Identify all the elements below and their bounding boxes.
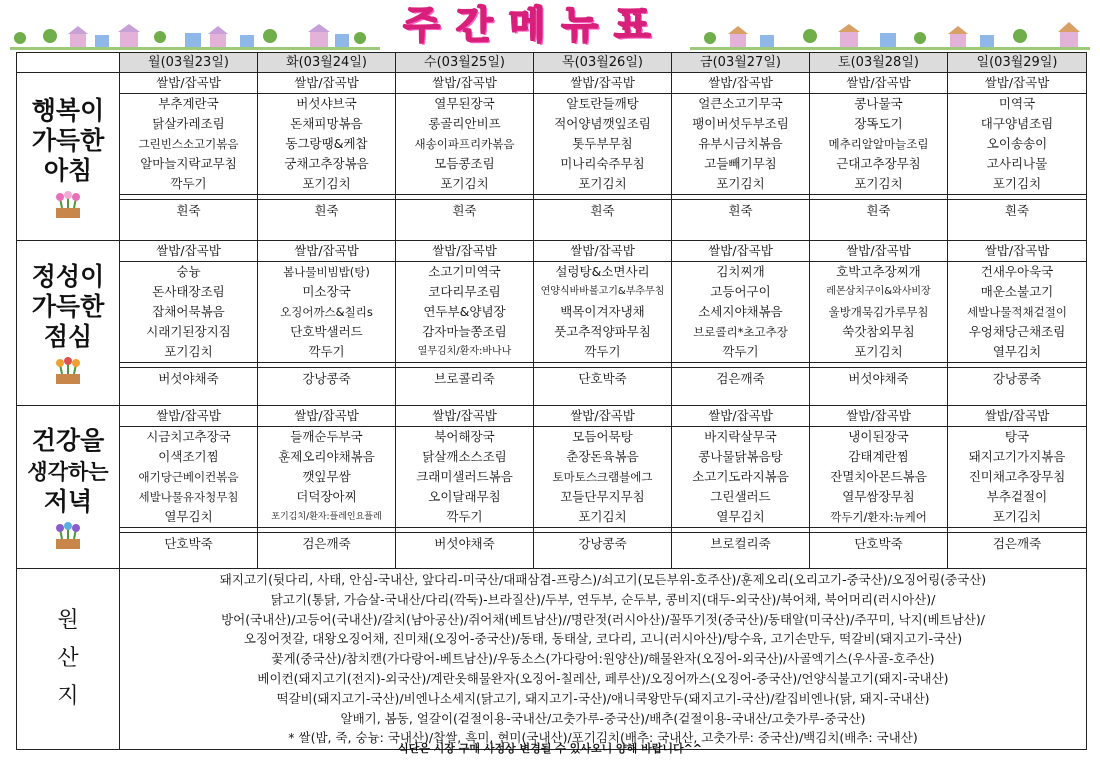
meal-label-line: 저녁 bbox=[43, 486, 93, 516]
dish-item: 시금치고추장국 bbox=[146, 429, 231, 444]
dish-item: 얼큰소고기무국 bbox=[698, 96, 783, 111]
day-header-row bbox=[17, 53, 1087, 73]
dish-item: 풋고추적양파무침 bbox=[554, 324, 651, 339]
dish-item: 냉이된장국 bbox=[848, 429, 909, 444]
day-meal-cell bbox=[810, 241, 948, 406]
dish-item: 소고기도라지볶음 bbox=[692, 469, 789, 484]
dish-item: 포기김치 bbox=[164, 344, 213, 359]
dish-item: 포기김치 bbox=[992, 176, 1042, 191]
dish-item: 이색조기찜 bbox=[158, 449, 219, 464]
dish-item: 잡채어묵볶음 bbox=[152, 304, 225, 319]
porridge-item: 강낭콩죽 bbox=[578, 536, 627, 551]
origin-line: 돼지고기(뒷다리, 사태, 안심-국내산, 앞다리-미국산/대패삼겹-프랑스)/쇠고기(모든부위-호주산)/훈제오리(오리고기-중국산)/오징어링(중국산) bbox=[219, 572, 987, 587]
origin-line: 오징어젓갈, 대왕오징어채, 진미채(오징어-중국산)/동태, 동태살, 코다리, 고니(러시아산)/탕수육, 고기손만두, 떡갈비(돼지고기-국산) bbox=[243, 631, 963, 647]
porridge-item: 흰죽 bbox=[176, 203, 201, 218]
dish-item: 깻잎무쌈 bbox=[302, 469, 351, 484]
dish-item: 알토란들깨탕 bbox=[566, 96, 639, 111]
dish-item: 모듬콩조림 bbox=[434, 156, 495, 171]
grain-line: 쌀밥/잡곡밥 bbox=[672, 241, 809, 262]
flower-pot-icon bbox=[48, 190, 88, 218]
dish-item: 포기김치 bbox=[854, 176, 903, 191]
day-meal-cell bbox=[534, 73, 672, 241]
porridge-item: 강낭콩죽 bbox=[302, 371, 351, 386]
porridge-item: 버섯야채죽 bbox=[848, 371, 909, 386]
day-header: 금(03월27일) bbox=[672, 53, 810, 73]
dish-item: 더덕장아찌 bbox=[296, 489, 357, 504]
dish-item: 깍두기 bbox=[722, 344, 759, 359]
day-meal-cell bbox=[948, 406, 1087, 569]
dish-item: 매운소불고기 bbox=[980, 284, 1054, 299]
porridge-item: 버섯야채죽 bbox=[434, 536, 495, 551]
origin-label-char: 산 bbox=[57, 646, 79, 672]
day-meal-cell bbox=[534, 241, 672, 406]
dish-item: 코다리무조림 bbox=[428, 284, 501, 299]
day-meal-cell bbox=[534, 406, 672, 569]
day-header: 월(03월23일) bbox=[120, 53, 258, 73]
grain-line: 쌀밥/잡곡밥 bbox=[258, 73, 395, 94]
grain-line: 쌀밥/잡곡밥 bbox=[396, 406, 533, 427]
day-header: 목(03월26일) bbox=[534, 53, 672, 73]
dish-item: 포기김치 bbox=[440, 176, 489, 191]
dish-item: 세발나물적채겉절이 bbox=[967, 305, 1067, 319]
meal-label-cell bbox=[17, 241, 120, 406]
porridge-item: 단호박죽 bbox=[578, 371, 627, 386]
porridge-item: 흰죽 bbox=[452, 203, 477, 218]
dish-item: 닭살깨소스조림 bbox=[422, 449, 507, 464]
dish-item: 열무김치/환자:바나나 bbox=[417, 346, 512, 357]
dish-item: 열무김치 bbox=[716, 509, 765, 524]
dish-item: 장똑도기 bbox=[854, 116, 903, 131]
grain-line: 쌀밥/잡곡밥 bbox=[120, 241, 257, 262]
meal-label-cell bbox=[17, 406, 120, 569]
dish-item: 크래미샐러드볶음 bbox=[416, 469, 513, 484]
dish-item: 부추겉절이 bbox=[986, 489, 1048, 504]
grain-line: 쌀밥/잡곡밥 bbox=[948, 241, 1086, 262]
dish-item: 백목이겨자냉채 bbox=[560, 304, 645, 319]
dish-item: 고사리나물 bbox=[986, 156, 1048, 171]
porridge-item: 브로콜리죽 bbox=[434, 371, 495, 386]
day-meal-cell bbox=[396, 73, 534, 241]
grain-line: 쌀밥/잡곡밥 bbox=[120, 73, 257, 94]
dish-item: 깍두기 bbox=[446, 509, 483, 524]
porridge-item: 검은깨죽 bbox=[716, 371, 765, 386]
meal-row bbox=[17, 406, 1087, 569]
grain-line: 쌀밥/잡곡밥 bbox=[948, 73, 1086, 94]
day-meal-cell bbox=[810, 73, 948, 241]
origin-label-char: 지 bbox=[57, 684, 79, 710]
porridge-item: 단호박죽 bbox=[164, 536, 213, 551]
day-meal-cell bbox=[948, 73, 1087, 241]
meal-row bbox=[17, 241, 1087, 406]
dish-item: 버섯샤브국 bbox=[296, 96, 357, 111]
grain-line: 쌀밥/잡곡밥 bbox=[672, 73, 809, 94]
dish-item: 건새우아욱국 bbox=[980, 264, 1054, 279]
meal-label-line: 아침 bbox=[43, 155, 93, 185]
dish-item: 포기김치 bbox=[854, 344, 903, 359]
day-meal-cell bbox=[672, 73, 810, 241]
dish-item: 적어양념깻잎조림 bbox=[554, 116, 651, 131]
dish-item: 깍두기 bbox=[170, 176, 207, 191]
grain-line: 쌀밥/잡곡밥 bbox=[258, 406, 395, 427]
dish-item: 북어해장국 bbox=[434, 429, 495, 444]
meal-label-line: 점심 bbox=[43, 322, 93, 351]
grain-line: 쌀밥/잡곡밥 bbox=[810, 406, 947, 427]
day-meal-cell bbox=[120, 73, 258, 241]
dish-item: 열무쌈장무침 bbox=[842, 489, 915, 504]
meal-row bbox=[17, 73, 1087, 241]
dish-item: 봄나물비빔밥(탕) bbox=[283, 265, 370, 279]
grain-line: 쌀밥/잡곡밥 bbox=[534, 241, 671, 262]
origin-line: 베이컨(돼지고기(전지)-외국산)/계란옷해물완자(오징어-칠레산, 페루산)/오징어까스(오징어-중국산)/언양식불고기(돼지-국내산) bbox=[257, 670, 949, 686]
dish-item: 미역국 bbox=[998, 96, 1036, 111]
porridge-item: 흰죽 bbox=[590, 203, 615, 218]
weekly-menu-table bbox=[16, 52, 1087, 750]
dish-item: 탕국 bbox=[1004, 429, 1030, 444]
dish-item: 미소장국 bbox=[302, 284, 351, 299]
village-decoration-right bbox=[690, 16, 1090, 50]
dish-item: 롱골리안비프 bbox=[428, 116, 501, 131]
dish-item: 레몬삼치구이&와사비장 bbox=[826, 286, 931, 297]
dish-item: 감자마늘쫑조림 bbox=[422, 324, 507, 339]
origin-line: 닭고기(통닭, 가슴살-국내산/다리(깍둑)-브라질산)/두부, 연두부, 순두부, 콩비지(대두-외국산)/북어채, 북어머리(러시아산)/ bbox=[270, 591, 936, 607]
grain-line: 쌀밥/잡곡밥 bbox=[120, 406, 257, 427]
dish-item: 연두부&양념장 bbox=[423, 304, 506, 319]
day-meal-cell bbox=[258, 241, 396, 406]
meal-label-line: 행복이 bbox=[31, 95, 105, 125]
porridge-item: 흰죽 bbox=[314, 203, 339, 218]
dish-item: 깍두기 bbox=[308, 344, 345, 359]
day-meal-cell bbox=[120, 406, 258, 569]
corner-cell bbox=[17, 53, 120, 73]
dish-item: 포기김치/환자:플레인요플레 bbox=[271, 512, 382, 522]
dish-item: 콩나물국 bbox=[854, 96, 903, 111]
dish-item: 소세지야채볶음 bbox=[698, 304, 783, 319]
origin-line: 방어(국내산)/고등어(국내산)/갈치(남아공산)/쥐어채(베트남산)//명란젓(러시아산)/꼴뚜기젓(중국산)/동태알(미국산)/주꾸미, 낙지(베트남산)/ bbox=[221, 611, 985, 627]
porridge-item: 단호박죽 bbox=[854, 536, 903, 551]
dish-item: 오징어까스&칠리s bbox=[280, 305, 373, 319]
dish-item: 알마늘지락교무침 bbox=[140, 156, 237, 171]
day-meal-cell bbox=[258, 73, 396, 241]
dish-item: 유부시금치볶음 bbox=[698, 136, 783, 151]
dish-item: 토마토스크램블에그 bbox=[552, 470, 653, 484]
origin-line: 알배기, 봄동, 얼갈이(겉절이용-국내산/고춧가루-중국산)/배추(겉절이용-국내산/고춧가루-중국산) bbox=[340, 710, 866, 726]
dish-item: 시래기된장지짐 bbox=[146, 324, 231, 339]
grain-line: 쌀밥/잡곡밥 bbox=[396, 73, 533, 94]
dish-item: 돈채피망볶음 bbox=[290, 116, 363, 131]
dish-item: 고들빼기무침 bbox=[704, 156, 777, 171]
origin-content-cell bbox=[120, 569, 1087, 750]
day-meal-cell bbox=[258, 406, 396, 569]
dish-item: 고등어구이 bbox=[710, 284, 771, 299]
dish-item: 세발나물유자청무침 bbox=[138, 490, 239, 504]
dish-item: 모듬어묵탕 bbox=[572, 429, 633, 444]
dish-item: 진미채고추장무침 bbox=[968, 469, 1066, 484]
dish-item: 포기김치 bbox=[716, 176, 765, 191]
dish-item: 울방개묵김가루무침 bbox=[828, 305, 929, 319]
village-decoration-left bbox=[10, 22, 380, 50]
page-title: 주간메뉴표 bbox=[403, 3, 667, 47]
dish-item: 포기김치 bbox=[578, 509, 627, 524]
porridge-item: 흰죽 bbox=[1004, 203, 1030, 218]
day-header: 일(03월29일) bbox=[948, 53, 1087, 73]
dish-item: 소고기미역국 bbox=[428, 264, 501, 279]
origin-row bbox=[17, 569, 1087, 750]
day-meal-cell bbox=[120, 241, 258, 406]
dish-item: 오이송송이 bbox=[986, 136, 1048, 151]
dish-item: 열무된장국 bbox=[434, 96, 495, 111]
dish-item: 열무김치 bbox=[164, 509, 213, 524]
porridge-item: 브로컬리죽 bbox=[710, 536, 771, 551]
origin-label-char: 원 bbox=[57, 608, 79, 634]
dish-item: 포기김치 bbox=[302, 176, 351, 191]
grain-line: 쌀밥/잡곡밥 bbox=[258, 241, 395, 262]
day-header: 수(03월25일) bbox=[396, 53, 534, 73]
grain-line: 쌀밥/잡곡밥 bbox=[810, 73, 947, 94]
flower-pot-icon bbox=[48, 521, 88, 549]
dish-item: 포기김치 bbox=[992, 509, 1042, 524]
dish-item: 훈제오리야채볶음 bbox=[278, 449, 375, 464]
dish-item: 미나리숙주무침 bbox=[560, 156, 645, 171]
dish-item: 새송이파프리카볶음 bbox=[414, 137, 515, 151]
porridge-item: 강낭콩죽 bbox=[992, 371, 1042, 386]
dish-item: 톳두부무침 bbox=[572, 136, 633, 151]
origin-line: 떡갈비(돼지고기-국산)/비엔나소세지(닭고기, 돼지고기-국산)/애니쿡왕만두(돼지고기-국산)/칼집비엔나(닭, 돼지-국내산) bbox=[276, 690, 930, 706]
grain-line: 쌀밥/잡곡밥 bbox=[810, 241, 947, 262]
grain-line: 쌀밥/잡곡밥 bbox=[948, 406, 1086, 427]
dish-item: 브로콜리*초고추장 bbox=[693, 325, 788, 339]
grain-line: 쌀밥/잡곡밥 bbox=[396, 241, 533, 262]
dish-item: 설렁탕&소면사리 bbox=[555, 264, 650, 279]
dish-item: 애기당근베이컨볶음 bbox=[138, 470, 239, 484]
day-meal-cell bbox=[810, 406, 948, 569]
porridge-item: 검은깨죽 bbox=[302, 536, 351, 551]
dish-item: 깍두기/환자:뉴케어 bbox=[830, 510, 927, 524]
porridge-item: 흰죽 bbox=[728, 203, 753, 218]
day-meal-cell bbox=[948, 241, 1087, 406]
dish-item: 단호박샐러드 bbox=[290, 324, 363, 339]
meal-label-line: 정성이 bbox=[31, 262, 105, 291]
dish-item: 포기김치 bbox=[578, 176, 627, 191]
dish-item: 들깨순두부국 bbox=[290, 429, 363, 444]
title-banner bbox=[0, 0, 1100, 50]
grain-line: 쌀밥/잡곡밥 bbox=[534, 406, 671, 427]
origin-label-cell bbox=[17, 569, 120, 750]
dish-item: 오이달래무침 bbox=[428, 489, 501, 504]
dish-item: 꼬들단무지무침 bbox=[560, 489, 645, 504]
dish-item: 근대고추장무침 bbox=[836, 156, 921, 171]
day-meal-cell bbox=[396, 241, 534, 406]
dish-item: 닭살카레조림 bbox=[152, 116, 225, 131]
dish-item: 그린빈스소고기볶음 bbox=[138, 137, 239, 151]
flower-pot-icon bbox=[48, 356, 88, 384]
dish-item: 궁채고추장볶음 bbox=[284, 156, 369, 171]
day-header: 토(03월28일) bbox=[810, 53, 948, 73]
dish-item: 연양식바바볼고기&부추무침 bbox=[540, 286, 665, 297]
dish-item: 호박고추장찌개 bbox=[836, 264, 921, 279]
origin-line: * 쌀(밥, 죽, 숭늉: 국내산)/찹쌀, 흑미, 현미(국내산)/포기김치(배추: 국내산, 고춧가루: 중국산)/백김치(배추: 국내산) bbox=[288, 730, 918, 746]
dish-item: 쑥갓참외무침 bbox=[842, 324, 915, 339]
footer-notice: 식단은 시장 구매 사정상 변경될 수 있사오니 양해 바랍니다^^ bbox=[397, 742, 703, 755]
dish-item: 열무김치 bbox=[992, 344, 1042, 359]
dish-item: 대구양념조림 bbox=[980, 116, 1054, 131]
dish-item: 콩나물닭볶음탕 bbox=[698, 449, 783, 464]
porridge-item: 버섯야채죽 bbox=[158, 371, 219, 386]
day-meal-cell bbox=[672, 241, 810, 406]
meal-label-line: 가득한 bbox=[31, 125, 105, 155]
dish-item: 그린샐러드 bbox=[710, 489, 771, 504]
dish-item: 감태계란찜 bbox=[848, 449, 909, 464]
dish-item: 우엉채당근채조림 bbox=[968, 324, 1066, 339]
dish-item: 김치찌개 bbox=[716, 264, 765, 279]
dish-item: 돼지고기가지볶음 bbox=[968, 449, 1066, 464]
dish-item: 잔멸치아몬드볶음 bbox=[830, 469, 927, 484]
day-meal-cell bbox=[672, 406, 810, 569]
dish-item: 숭늉 bbox=[176, 264, 201, 279]
grain-line: 쌀밥/잡곡밥 bbox=[534, 73, 671, 94]
dish-item: 부추계란국 bbox=[158, 96, 219, 111]
day-meal-cell bbox=[396, 406, 534, 569]
dish-item: 팽이버섯두부조림 bbox=[692, 116, 789, 131]
dish-item: 춘장돈육볶음 bbox=[566, 449, 639, 464]
dish-item: 메추리알알마늘조림 bbox=[828, 137, 929, 151]
grain-line: 쌀밥/잡곡밥 bbox=[672, 406, 809, 427]
dish-item: 돈사태장조림 bbox=[152, 284, 225, 299]
meal-label-line: 가득한 bbox=[31, 292, 105, 321]
dish-item: 동그랑땡&케찹 bbox=[285, 136, 368, 151]
meal-label-line: 생각하는 bbox=[27, 458, 109, 484]
day-header: 화(03월24일) bbox=[258, 53, 396, 73]
meal-label-cell bbox=[17, 73, 120, 241]
porridge-item: 검은깨죽 bbox=[992, 536, 1042, 551]
porridge-item: 흰죽 bbox=[866, 203, 891, 218]
dish-item: 깍두기 bbox=[584, 344, 621, 359]
dish-item: 바지락살무국 bbox=[704, 429, 777, 444]
origin-line: 꽃게(중국산)/참치캔(가다랑어-베트남산)/우동소스(가다랑어:원양산)/해물완자(오징어-외국산)/사골엑기스(우사골-호주산) bbox=[271, 651, 935, 667]
meal-label-line: 건강을 bbox=[31, 425, 105, 455]
